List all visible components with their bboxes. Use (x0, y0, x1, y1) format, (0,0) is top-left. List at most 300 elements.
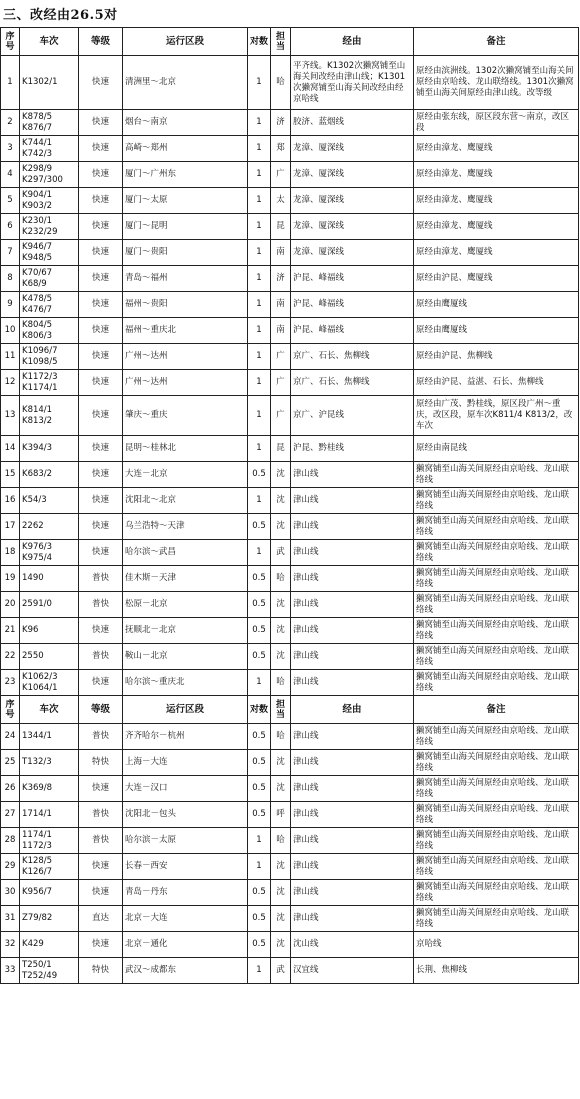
via-route: 津山线 (291, 670, 414, 696)
table-row (1, 292, 579, 318)
header-via: 经由 (291, 28, 414, 56)
row-number: 6 (1, 214, 20, 240)
train-number: K1062/3 K1064/1 (20, 670, 79, 696)
via-route: 龙漳、厦深线 (291, 188, 414, 214)
via-route: 龙漳、厦深线 (291, 162, 414, 188)
table-row (1, 592, 579, 618)
via-route: 沪昆、峰福线 (291, 266, 414, 292)
via-route: 沪昆、黔桂线 (291, 436, 414, 462)
route: 大连－汉口 (123, 776, 248, 802)
remarks: 獭窝铺至山海关间原经由京哈线、龙山联络线 (414, 540, 579, 566)
train-grade: 直达 (79, 906, 123, 932)
route: 抚顺北－北京 (123, 618, 248, 644)
header-train: 车次 (20, 696, 79, 724)
train-grade: 快速 (79, 266, 123, 292)
header-grade: 等级 (79, 28, 123, 56)
row-number: 11 (1, 344, 20, 370)
route: 清洲里～北京 (123, 56, 248, 110)
route: 福州～贵阳 (123, 292, 248, 318)
via-route: 津山线 (291, 514, 414, 540)
pair-count: 1 (248, 436, 271, 462)
header-pairs: 对数 (248, 28, 271, 56)
via-route: 津山线 (291, 776, 414, 802)
remarks: 獭窝铺至山海关间原经由京哈线、龙山联络线 (414, 566, 579, 592)
remarks: 原经由漳龙、鹰厦线 (414, 240, 579, 266)
pair-count: 0.5 (248, 618, 271, 644)
pair-count: 1 (248, 240, 271, 266)
operator: 沈 (271, 462, 291, 488)
pair-count: 1 (248, 670, 271, 696)
train-number: 1344/1 (20, 724, 79, 750)
via-route: 沈山线 (291, 932, 414, 958)
route: 沈阳北－包头 (123, 802, 248, 828)
pair-count: 1 (248, 396, 271, 436)
table-header-row (1, 696, 579, 724)
header-route: 运行区段 (123, 28, 248, 56)
header-pairs: 对数 (248, 696, 271, 724)
train-number: 1714/1 (20, 802, 79, 828)
table-row (1, 370, 579, 396)
operator: 沈 (271, 592, 291, 618)
remarks: 獭窝铺至山海关间原经由京哈线、龙山联络线 (414, 592, 579, 618)
pair-count: 1 (248, 292, 271, 318)
operator: 沈 (271, 906, 291, 932)
train-number: K394/3 (20, 436, 79, 462)
route: 哈尔滨－太原 (123, 828, 248, 854)
row-number: 24 (1, 724, 20, 750)
via-route: 龙漳、厦深线 (291, 214, 414, 240)
pair-count: 0.5 (248, 750, 271, 776)
operator: 广 (271, 370, 291, 396)
operator: 沈 (271, 854, 291, 880)
train-number: K946/7 K948/5 (20, 240, 79, 266)
train-grade: 快速 (79, 618, 123, 644)
train-number: 1174/1 1172/3 (20, 828, 79, 854)
table-row (1, 136, 579, 162)
pair-count: 1 (248, 188, 271, 214)
operator: 昆 (271, 214, 291, 240)
row-number: 27 (1, 802, 20, 828)
pair-count: 1 (248, 488, 271, 514)
header-note: 备注 (414, 28, 579, 56)
train-grade: 普快 (79, 828, 123, 854)
row-number: 32 (1, 932, 20, 958)
via-route: 津山线 (291, 724, 414, 750)
route: 厦门～贵阳 (123, 240, 248, 266)
operator: 沈 (271, 644, 291, 670)
train-grade: 快速 (79, 136, 123, 162)
via-route: 津山线 (291, 644, 414, 670)
operator: 沈 (271, 932, 291, 958)
via-route: 津山线 (291, 750, 414, 776)
train-grade: 快速 (79, 514, 123, 540)
table-row (1, 240, 579, 266)
via-route: 平齐线。K1302次獭窝铺至山海关间改经由津山线；K1301次獭窝铺至山海关间改经由经京哈线 (291, 56, 414, 110)
remarks: 原经由漳龙、鹰厦线 (414, 188, 579, 214)
table-row (1, 266, 579, 292)
train-grade: 快速 (79, 670, 123, 696)
train-grade: 快速 (79, 240, 123, 266)
train-number: K230/1 K232/29 (20, 214, 79, 240)
row-number: 3 (1, 136, 20, 162)
train-grade: 普快 (79, 644, 123, 670)
pair-count: 0.5 (248, 880, 271, 906)
pair-count: 1 (248, 266, 271, 292)
pair-count: 1 (248, 540, 271, 566)
remarks: 原经由广茂、黔桂线，原区段广州～重庆，改区段，原车次K811/4 K813/2，改车次 (414, 396, 579, 436)
row-number: 13 (1, 396, 20, 436)
train-grade: 快速 (79, 540, 123, 566)
train-grade: 普快 (79, 724, 123, 750)
table-row (1, 566, 579, 592)
train-grade: 快速 (79, 488, 123, 514)
via-route: 津山线 (291, 540, 414, 566)
operator: 哈 (271, 566, 291, 592)
pair-count: 0.5 (248, 906, 271, 932)
route: 哈尔滨～武昌 (123, 540, 248, 566)
row-number: 22 (1, 644, 20, 670)
via-route: 津山线 (291, 462, 414, 488)
pair-count: 1 (248, 828, 271, 854)
operator: 广 (271, 396, 291, 436)
operator: 哈 (271, 724, 291, 750)
train-number: K956/7 (20, 880, 79, 906)
train-grade: 快速 (79, 880, 123, 906)
operator: 济 (271, 110, 291, 136)
route: 昆明～桂林北 (123, 436, 248, 462)
train-grade: 特快 (79, 750, 123, 776)
route: 大连－北京 (123, 462, 248, 488)
route: 鞍山－北京 (123, 644, 248, 670)
remarks: 獭窝铺至山海关间原经由京哈线、龙山联络线 (414, 618, 579, 644)
route: 北京－大连 (123, 906, 248, 932)
operator: 济 (271, 266, 291, 292)
row-number: 16 (1, 488, 20, 514)
pair-count: 1 (248, 318, 271, 344)
operator: 南 (271, 292, 291, 318)
table-row (1, 162, 579, 188)
route: 肇庆～重庆 (123, 396, 248, 436)
train-grade: 快速 (79, 110, 123, 136)
train-grade: 快速 (79, 292, 123, 318)
row-number: 8 (1, 266, 20, 292)
table-row (1, 724, 579, 750)
route: 松原－北京 (123, 592, 248, 618)
train-number: 1490 (20, 566, 79, 592)
route: 沈阳北～北京 (123, 488, 248, 514)
remarks: 獭窝铺至山海关间原经由京哈线、龙山联络线 (414, 462, 579, 488)
table-row (1, 344, 579, 370)
header-via: 经由 (291, 696, 414, 724)
row-number: 30 (1, 880, 20, 906)
table-row (1, 214, 579, 240)
train-grade: 特快 (79, 958, 123, 984)
pair-count: 0.5 (248, 592, 271, 618)
table-row (1, 540, 579, 566)
operator: 沈 (271, 776, 291, 802)
row-number: 19 (1, 566, 20, 592)
operator: 沈 (271, 750, 291, 776)
train-number: K976/3 K975/4 (20, 540, 79, 566)
table-row (1, 750, 579, 776)
train-number: T132/3 (20, 750, 79, 776)
remarks: 原经由漳龙、鹰厦线 (414, 214, 579, 240)
row-number: 23 (1, 670, 20, 696)
route: 上海－大连 (123, 750, 248, 776)
remarks: 獭窝铺至山海关间原经由京哈线、龙山联络线 (414, 750, 579, 776)
route: 厦门～太原 (123, 188, 248, 214)
operator: 太 (271, 188, 291, 214)
pair-count: 0.5 (248, 566, 271, 592)
train-grade: 快速 (79, 854, 123, 880)
remarks: 原经由漳龙、鹰厦线 (414, 136, 579, 162)
pair-count: 1 (248, 56, 271, 110)
route: 哈尔滨～重庆北 (123, 670, 248, 696)
row-number: 15 (1, 462, 20, 488)
via-route: 津山线 (291, 906, 414, 932)
train-number: K744/1 K742/3 (20, 136, 79, 162)
route: 长春－西安 (123, 854, 248, 880)
row-number: 9 (1, 292, 20, 318)
row-number: 26 (1, 776, 20, 802)
route: 烟台～南京 (123, 110, 248, 136)
table-row (1, 514, 579, 540)
remarks: 獭窝铺至山海关间原经由京哈线、龙山联络线 (414, 854, 579, 880)
train-number: 2591/0 (20, 592, 79, 618)
route: 厦门～广州东 (123, 162, 248, 188)
table-row (1, 670, 579, 696)
row-number: 21 (1, 618, 20, 644)
pair-count: 0.5 (248, 802, 271, 828)
remarks: 獭窝铺至山海关间原经由京哈线、龙山联络线 (414, 670, 579, 696)
row-number: 10 (1, 318, 20, 344)
operator: 沈 (271, 618, 291, 644)
remarks: 獭窝铺至山海关间原经由京哈线、龙山联络线 (414, 724, 579, 750)
table-row (1, 854, 579, 880)
remarks: 原经由张东线，原区段东营～南京，改区段 (414, 110, 579, 136)
train-number: K1302/1 (20, 56, 79, 110)
route: 福州～重庆北 (123, 318, 248, 344)
train-number: K70/67 K68/9 (20, 266, 79, 292)
table-row (1, 880, 579, 906)
remarks: 獭窝铺至山海关间原经由京哈线、龙山联络线 (414, 776, 579, 802)
remarks: 原经由滨洲线。1302次獭窝铺至山海关间原经由京哈线、龙山联络线。1301次獭窝铺至山海关间原经由津山线。改等级 (414, 56, 579, 110)
train-grade: 快速 (79, 370, 123, 396)
operator: 沈 (271, 880, 291, 906)
remarks: 原经由鹰厦线 (414, 318, 579, 344)
row-number: 14 (1, 436, 20, 462)
pair-count: 1 (248, 854, 271, 880)
train-number: 2550 (20, 644, 79, 670)
table-row (1, 906, 579, 932)
route: 乌兰浩特～天津 (123, 514, 248, 540)
route: 青岛－丹东 (123, 880, 248, 906)
via-route: 京广、沪昆线 (291, 396, 414, 436)
table-row (1, 802, 579, 828)
header-dept: 担当 (271, 696, 291, 724)
operator: 昆 (271, 436, 291, 462)
remarks: 京哈线 (414, 932, 579, 958)
pair-count: 1 (248, 110, 271, 136)
operator: 广 (271, 162, 291, 188)
table-row (1, 110, 579, 136)
route: 北京－通化 (123, 932, 248, 958)
remarks: 原经由沪昆、鹰厦线 (414, 266, 579, 292)
remarks: 獭窝铺至山海关间原经由京哈线、龙山联络线 (414, 802, 579, 828)
table-header-row (1, 28, 579, 56)
pair-count: 0.5 (248, 776, 271, 802)
pair-count: 0.5 (248, 462, 271, 488)
via-route: 津山线 (291, 802, 414, 828)
row-number: 25 (1, 750, 20, 776)
pair-count: 1 (248, 344, 271, 370)
train-number: K128/5 K126/7 (20, 854, 79, 880)
remarks: 獭窝铺至山海关间原经由京哈线、龙山联络线 (414, 828, 579, 854)
train-grade: 快速 (79, 318, 123, 344)
header-train: 车次 (20, 28, 79, 56)
row-number: 7 (1, 240, 20, 266)
table-row (1, 776, 579, 802)
header-grade: 等级 (79, 696, 123, 724)
remarks: 獭窝铺至山海关间原经由京哈线、龙山联络线 (414, 488, 579, 514)
operator: 哈 (271, 670, 291, 696)
remarks: 长荆、焦柳线 (414, 958, 579, 984)
pair-count: 0.5 (248, 932, 271, 958)
header-note: 备注 (414, 696, 579, 724)
remarks: 原经由漳龙、鹰厦线 (414, 162, 579, 188)
train-grade: 普快 (79, 802, 123, 828)
pair-count: 0.5 (248, 514, 271, 540)
via-route: 胶济、蓝烟线 (291, 110, 414, 136)
row-number: 12 (1, 370, 20, 396)
via-route: 龙漳、厦深线 (291, 136, 414, 162)
train-number: K96 (20, 618, 79, 644)
via-route: 龙漳、厦深线 (291, 240, 414, 266)
operator: 广 (271, 344, 291, 370)
route: 高崎～郑州 (123, 136, 248, 162)
train-number: K478/5 K476/7 (20, 292, 79, 318)
route: 广州～达州 (123, 344, 248, 370)
train-grade: 快速 (79, 776, 123, 802)
train-number: K904/1 K903/2 (20, 188, 79, 214)
via-route: 汉宜线 (291, 958, 414, 984)
via-route: 津山线 (291, 880, 414, 906)
row-number: 18 (1, 540, 20, 566)
remarks: 原经由鹰厦线 (414, 292, 579, 318)
operator: 哈 (271, 828, 291, 854)
train-grade: 快速 (79, 56, 123, 110)
pair-count: 1 (248, 136, 271, 162)
via-route: 津山线 (291, 488, 414, 514)
train-grade: 快速 (79, 462, 123, 488)
header-route: 运行区段 (123, 696, 248, 724)
table-row (1, 56, 579, 110)
train-number: 2262 (20, 514, 79, 540)
train-grade: 快速 (79, 162, 123, 188)
row-number: 29 (1, 854, 20, 880)
via-route: 津山线 (291, 566, 414, 592)
pair-count: 0.5 (248, 724, 271, 750)
header-seq: 序号 (1, 696, 20, 724)
table-row (1, 318, 579, 344)
remarks: 原经由沪昆、焦柳线 (414, 344, 579, 370)
via-route: 沪昆、峰福线 (291, 292, 414, 318)
train-grade: 快速 (79, 214, 123, 240)
train-number: K298/9 K297/300 (20, 162, 79, 188)
train-number: K54/3 (20, 488, 79, 514)
operator: 武 (271, 958, 291, 984)
header-seq: 序号 (1, 28, 20, 56)
remarks: 獭窝铺至山海关间原经由京哈线、龙山联络线 (414, 880, 579, 906)
table-row (1, 462, 579, 488)
via-route: 津山线 (291, 854, 414, 880)
via-route: 津山线 (291, 592, 414, 618)
train-number: K1096/7 K1098/5 (20, 344, 79, 370)
route: 齐齐哈尔－杭州 (123, 724, 248, 750)
train-number: T250/1 T252/49 (20, 958, 79, 984)
route: 佳木斯－天津 (123, 566, 248, 592)
pair-count: 1 (248, 214, 271, 240)
via-route: 京广、石长、焦柳线 (291, 370, 414, 396)
remarks: 獭窝铺至山海关间原经由京哈线、龙山联络线 (414, 644, 579, 670)
train-grade: 普快 (79, 566, 123, 592)
table-row (1, 932, 579, 958)
train-number: K878/5 K876/7 (20, 110, 79, 136)
pair-count: 1 (248, 162, 271, 188)
remarks: 獭窝铺至山海关间原经由京哈线、龙山联络线 (414, 514, 579, 540)
row-number: 31 (1, 906, 20, 932)
row-number: 28 (1, 828, 20, 854)
train-number: K1172/3 K1174/1 (20, 370, 79, 396)
train-grade: 快速 (79, 344, 123, 370)
route: 广州～达州 (123, 370, 248, 396)
row-number: 1 (1, 56, 20, 110)
operator: 沈 (271, 488, 291, 514)
train-table (0, 27, 579, 984)
table-row (1, 618, 579, 644)
via-route: 津山线 (291, 618, 414, 644)
via-route: 京广、石长、焦柳线 (291, 344, 414, 370)
route: 青岛～福州 (123, 266, 248, 292)
pair-count: 1 (248, 370, 271, 396)
via-route: 沪昆、峰福线 (291, 318, 414, 344)
table-row (1, 488, 579, 514)
row-number: 2 (1, 110, 20, 136)
operator: 郑 (271, 136, 291, 162)
route: 厦门～昆明 (123, 214, 248, 240)
operator: 南 (271, 240, 291, 266)
pair-count: 0.5 (248, 644, 271, 670)
train-grade: 快速 (79, 932, 123, 958)
train-number: K369/8 (20, 776, 79, 802)
header-dept: 担当 (271, 28, 291, 56)
table-row (1, 828, 579, 854)
operator: 沈 (271, 514, 291, 540)
pair-count: 1 (248, 958, 271, 984)
row-number: 5 (1, 188, 20, 214)
section-title: 三、改经由26.5对 (3, 8, 118, 23)
row-number: 33 (1, 958, 20, 984)
row-number: 4 (1, 162, 20, 188)
operator: 哈 (271, 56, 291, 110)
table-row (1, 436, 579, 462)
table-row (1, 188, 579, 214)
via-route: 津山线 (291, 828, 414, 854)
route: 武汉～成都东 (123, 958, 248, 984)
operator: 南 (271, 318, 291, 344)
table-row (1, 958, 579, 984)
operator: 武 (271, 540, 291, 566)
